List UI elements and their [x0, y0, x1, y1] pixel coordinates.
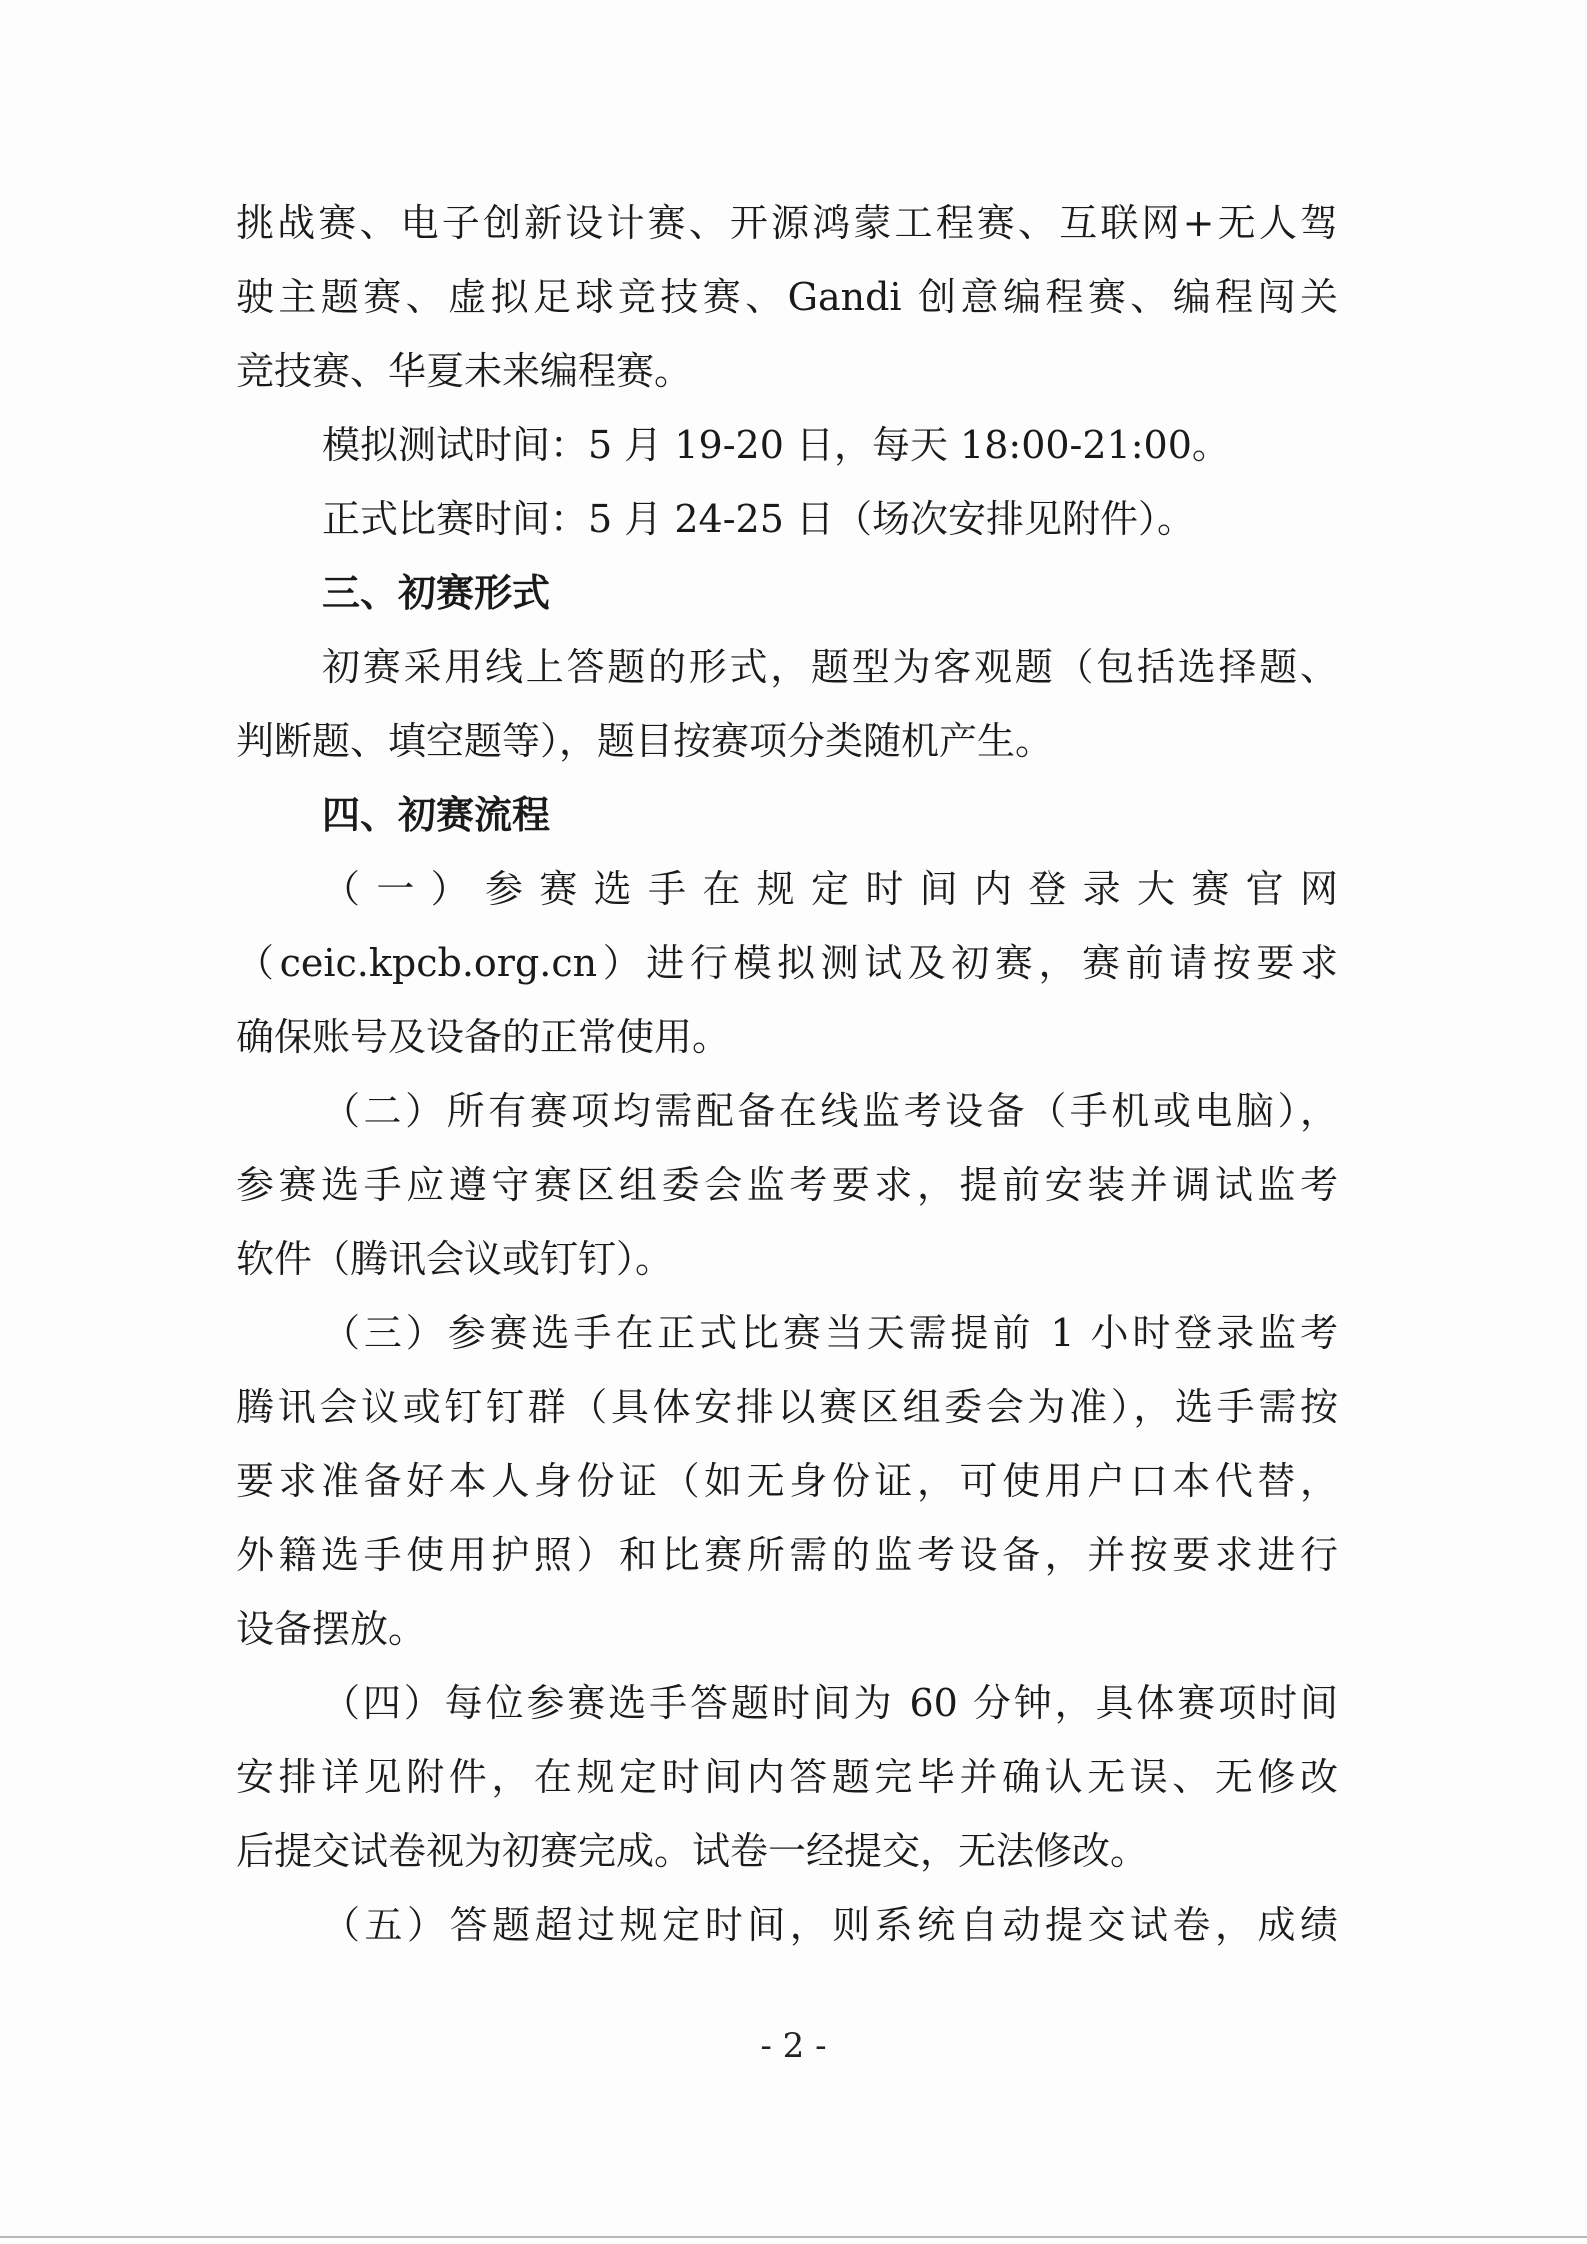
paragraph-line: 外籍选手使用护照）和比赛所需的监考设备，并按要求进行 [236, 1533, 1338, 1577]
paragraph-line: 参赛选手应遵守赛区组委会监考要求，提前安装并调试监考 [236, 1163, 1338, 1207]
paragraph-line: 挑战赛、电子创新设计赛、开源鸿蒙工程赛、互联网+无人驾 [236, 201, 1338, 245]
mock-test-time: 模拟测试时间：5 月 19-20 日，每天 18:00-21:00。 [322, 423, 1230, 467]
paragraph-line: （四）每位参赛选手答题时间为 60 分钟，具体赛项时间 [322, 1681, 1338, 1725]
paragraph-line: 安排详见附件，在规定时间内答题完毕并确认无误、无修改 [236, 1755, 1338, 1799]
paragraph-line: 要求准备好本人身份证（如无身份证，可使用户口本代替， [236, 1459, 1338, 1503]
paragraph-line: （三）参赛选手在正式比赛当天需提前 1 小时登录监考 [322, 1311, 1338, 1355]
paragraph-line: 确保账号及设备的正常使用。 [236, 1015, 731, 1059]
paragraph-line: （五）答题超过规定时间，则系统自动提交试卷，成绩 [322, 1903, 1338, 1947]
paragraph-line: 驶主题赛、虚拟足球竞技赛、Gandi 创意编程赛、编程闯关 [236, 275, 1338, 319]
paragraph-line: 后提交试卷视为初赛完成。试卷一经提交，无法修改。 [236, 1829, 1149, 1873]
paragraph-line: 软件（腾讯会议或钉钉）。 [236, 1237, 674, 1281]
paragraph-line: 竞技赛、华夏未来编程赛。 [236, 349, 693, 393]
page-number: - 2 - [760, 2026, 827, 2066]
paragraph-line: 初赛采用线上答题的形式，题型为客观题（包括选择题、 [322, 645, 1338, 689]
paragraph-line: 设备摆放。 [236, 1607, 427, 1651]
paragraph-line: （二）所有赛项均需配备在线监考设备（手机或电脑）， [322, 1089, 1338, 1133]
scan-edge-divider [0, 2236, 1587, 2238]
section-heading-format: 三、初赛形式 [322, 571, 551, 615]
body-text [236, 186, 1338, 1962]
paragraph-line: （一）参赛选手在规定时间内登录大赛官网 [322, 867, 1338, 911]
paragraph-line: （ceic.kpcb.org.cn）进行模拟测试及初赛，赛前请按要求 [236, 941, 1338, 985]
section-heading-process: 四、初赛流程 [322, 793, 551, 837]
competition-time: 正式比赛时间：5 月 24-25 日（场次安排见附件）。 [322, 497, 1195, 541]
paragraph-line: 腾讯会议或钉钉群（具体安排以赛区组委会为准），选手需按 [236, 1385, 1338, 1429]
paragraph-line: 判断题、填空题等），题目按赛项分类随机产生。 [236, 719, 1054, 763]
